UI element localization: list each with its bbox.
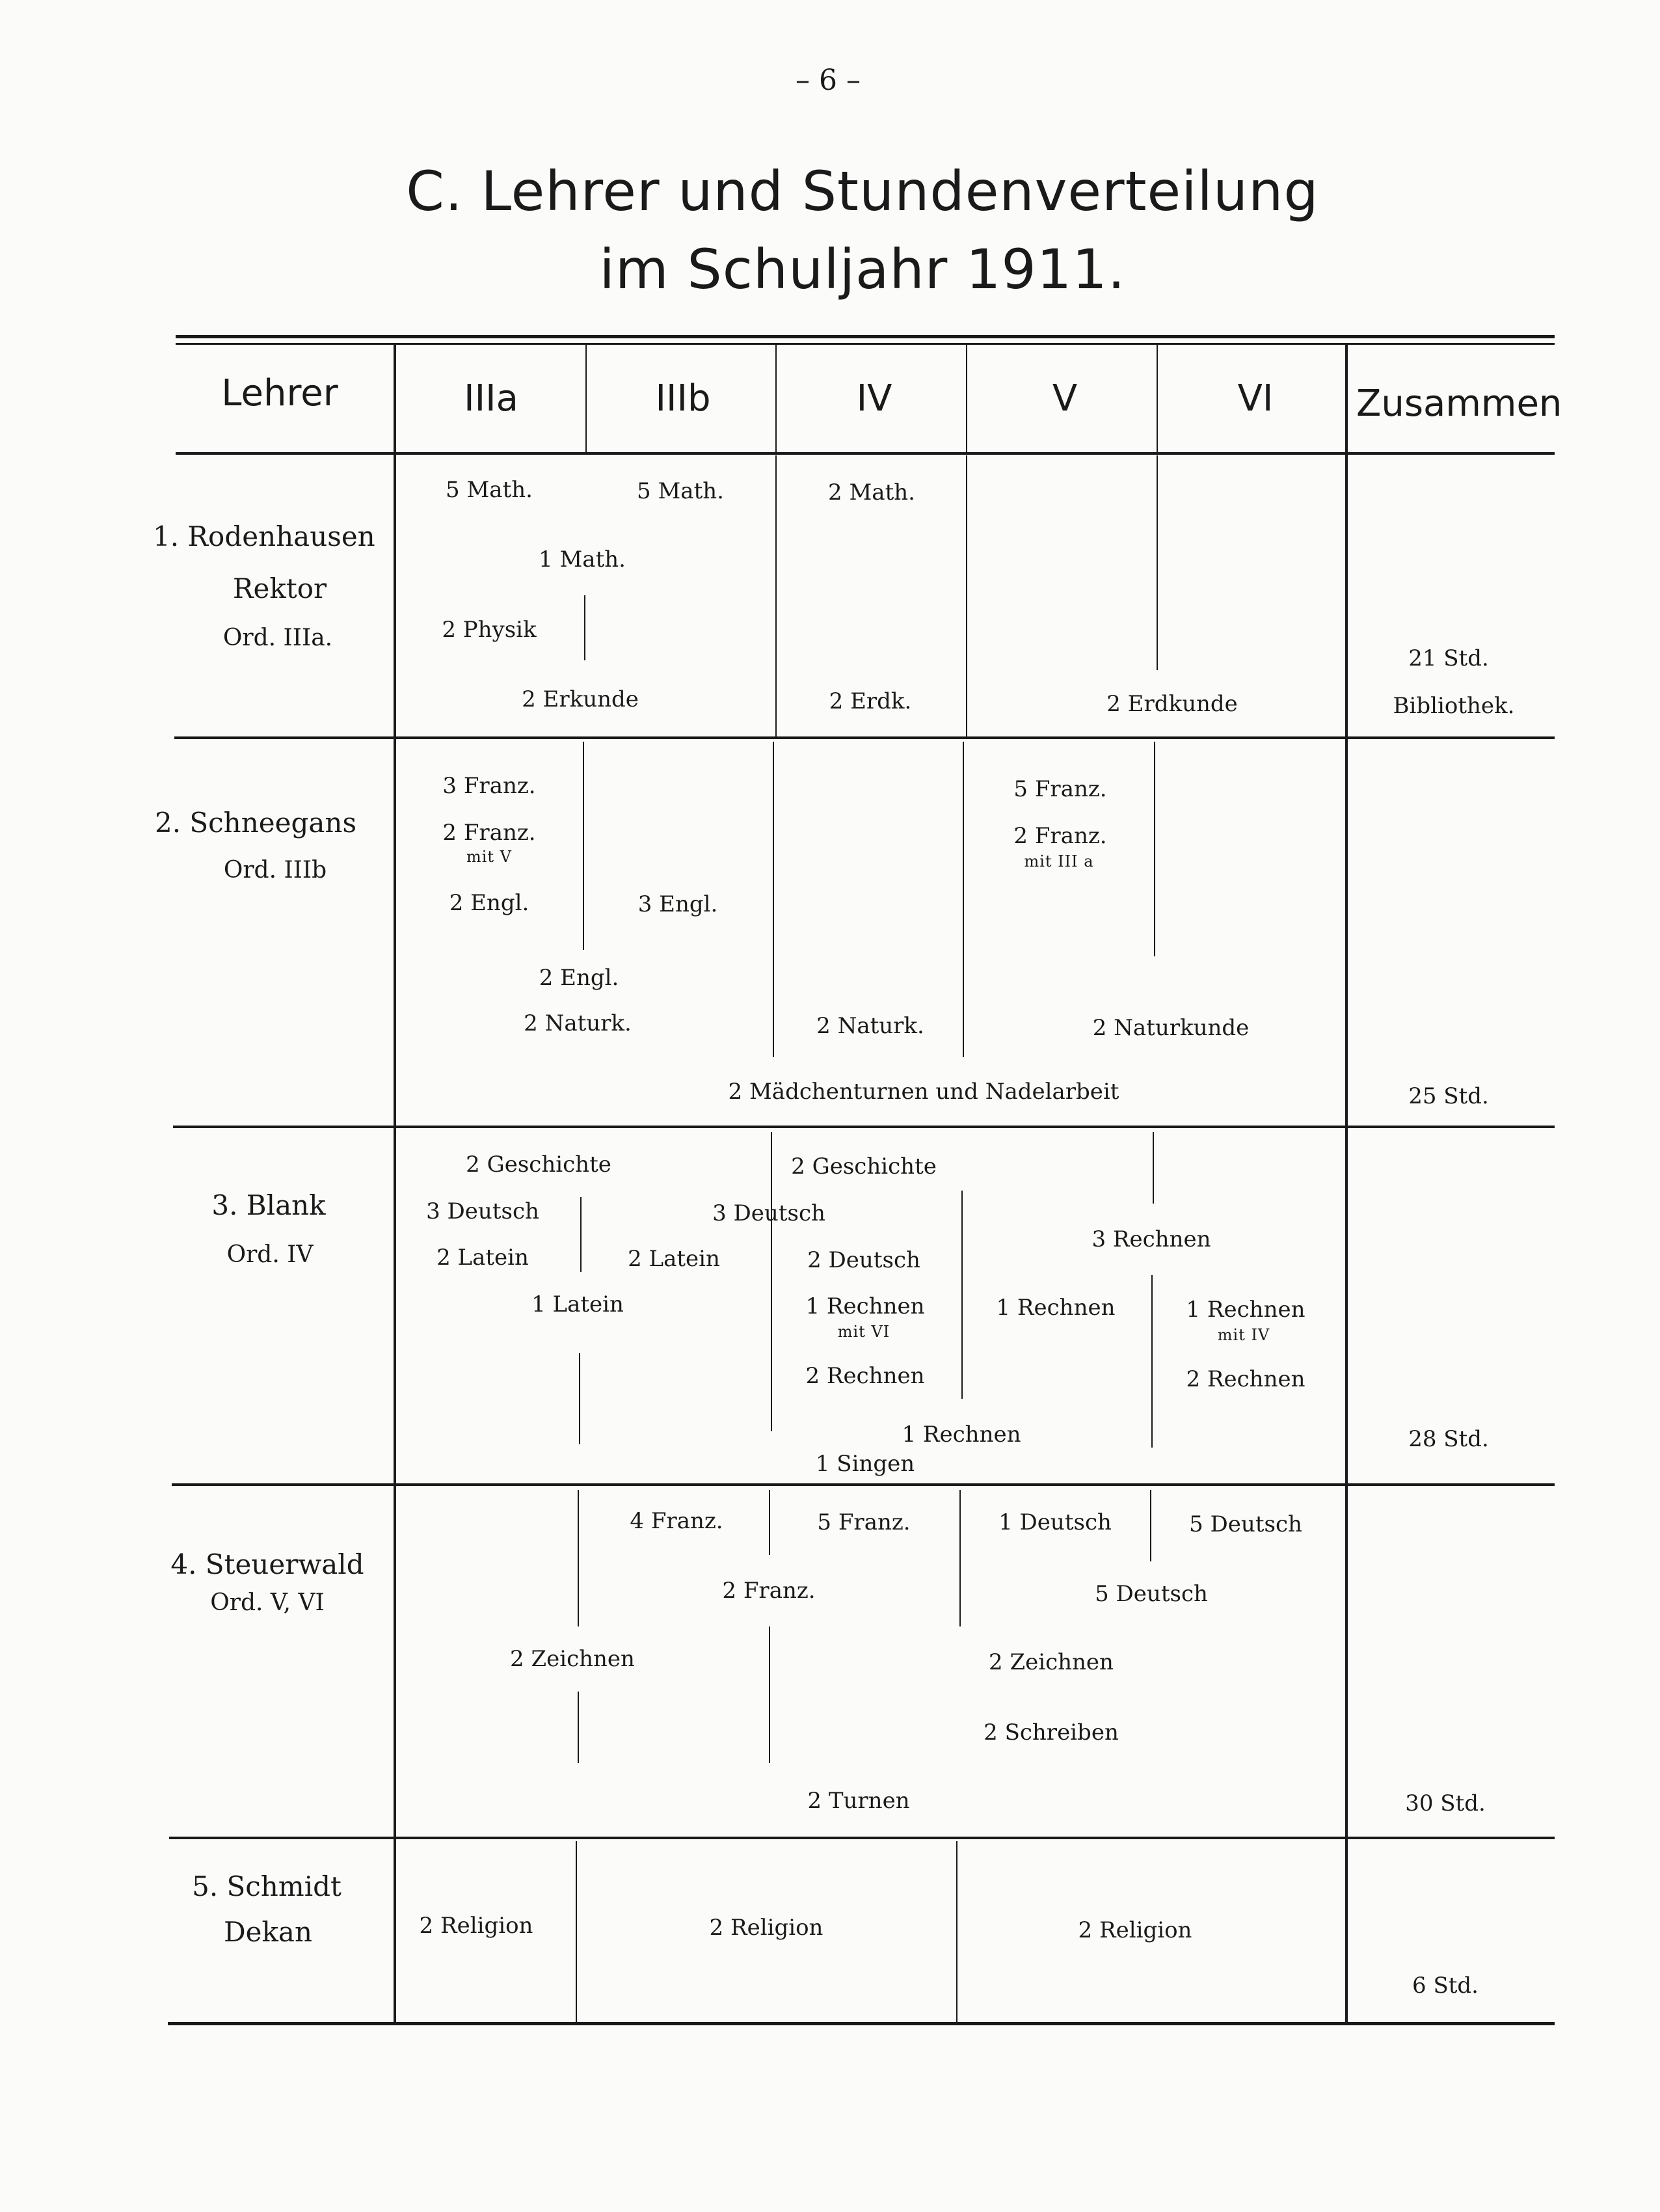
teacher-role: Dekan xyxy=(223,1916,313,1948)
lesson-note: mit VI xyxy=(837,1323,890,1341)
lesson-entry: 5 Franz. xyxy=(1013,776,1107,802)
lesson-entry: 2 Zeichnen xyxy=(510,1646,635,1672)
total-hours: 30 Std. xyxy=(1405,1790,1486,1816)
lesson-entry: 3 Rechnen xyxy=(1091,1226,1211,1252)
total-hours: 25 Std. xyxy=(1408,1083,1489,1109)
col-divider-lehrer xyxy=(394,345,396,2023)
lesson-entry: 2 Latein xyxy=(628,1246,720,1272)
lesson-entry: 5 Franz. xyxy=(817,1509,911,1535)
lesson-entry: 2 Math. xyxy=(828,479,915,506)
lesson-entry: 1 Rechnen xyxy=(902,1422,1021,1448)
lesson-entry: 3 Engl. xyxy=(637,891,718,917)
teacher-role: Rektor xyxy=(232,573,327,604)
r3-sep-e xyxy=(1153,1132,1154,1204)
lesson-entry: 2 Deutsch xyxy=(807,1247,920,1273)
lesson-entry: 1 Rechnen xyxy=(805,1293,925,1319)
page-title-line2: im Schuljahr 1911. xyxy=(599,237,1126,301)
r4-sep-b xyxy=(578,1692,579,1763)
teacher-ord: Ord. V, VI xyxy=(210,1589,325,1616)
teacher-ord: Ord. IIIa. xyxy=(222,625,333,651)
lesson-entry: 2 Naturkunde xyxy=(1092,1015,1250,1041)
lesson-entry: 2 Engl. xyxy=(449,890,529,916)
lesson-entry: 1 Latein xyxy=(531,1291,624,1317)
total-hours: 28 Std. xyxy=(1408,1426,1489,1452)
lesson-entry: 2 Mädchenturnen und Nadelarbeit xyxy=(728,1079,1119,1105)
lesson-entry: 2 Naturk. xyxy=(524,1010,632,1036)
lesson-entry: 2 Physik xyxy=(442,617,537,643)
page-number: – 6 – xyxy=(796,64,861,97)
lesson-entry: 2 Franz. xyxy=(722,1578,816,1604)
lesson-entry: 5 Deutsch xyxy=(1095,1581,1208,1607)
page-title-line1: C. Lehrer und Stundenverteilung xyxy=(406,159,1319,223)
lesson-entry: 2 Franz. xyxy=(1013,823,1107,849)
teacher-ord: Ord. IIIb xyxy=(223,857,327,883)
teacher-name: 1. Rodenhausen xyxy=(153,520,375,552)
lesson-entry: 2 Geschichte xyxy=(466,1152,611,1178)
lesson-note: mit III a xyxy=(1024,852,1094,870)
total-hours: 6 Std. xyxy=(1412,1973,1479,1999)
lesson-entry: 3 Deutsch xyxy=(712,1200,825,1226)
teacher-name: 5. Schmidt xyxy=(192,1870,341,1902)
teacher-name: 4. Steuerwald xyxy=(170,1548,364,1580)
header-iv: IV xyxy=(856,377,892,420)
lesson-entry: 2 Rechnen xyxy=(805,1363,925,1389)
header-zusammen: Zusammen xyxy=(1356,383,1562,425)
lesson-entry: 1 Rechnen xyxy=(1186,1297,1305,1323)
lesson-entry: 2 Engl. xyxy=(539,965,619,991)
header-vi: VI xyxy=(1237,377,1274,420)
header-iiia: IIIa xyxy=(464,377,518,420)
lesson-entry: 2 Zeichnen xyxy=(989,1649,1114,1675)
lesson-entry: 1 Rechnen xyxy=(996,1295,1116,1321)
header-iiib: IIIb xyxy=(655,377,711,420)
lesson-entry: 5 Math. xyxy=(446,477,533,503)
lesson-entry: 3 Deutsch xyxy=(426,1198,539,1224)
lesson-entry: 2 Turnen xyxy=(807,1788,910,1814)
lesson-entry: 2 Geschichte xyxy=(791,1153,937,1180)
top-rule-inner xyxy=(176,343,1555,345)
header-v: V xyxy=(1052,377,1078,420)
r4-sep-d xyxy=(769,1626,770,1763)
lesson-entry: 1 Math. xyxy=(539,546,626,573)
lesson-entry: 1 Singen xyxy=(815,1451,915,1477)
lesson-entry: 2 Erdk. xyxy=(829,688,912,714)
lesson-entry: 4 Franz. xyxy=(630,1508,723,1534)
total-hours: 21 Std. xyxy=(1408,645,1489,671)
lesson-entry: 2 Latein xyxy=(436,1245,529,1271)
lesson-entry: 5 Deutsch xyxy=(1189,1511,1302,1537)
lesson-entry: 2 Franz. xyxy=(442,820,536,846)
lesson-entry: 1 Deutsch xyxy=(998,1509,1112,1535)
header-rule xyxy=(176,452,1555,455)
lesson-entry: 2 Rechnen xyxy=(1186,1366,1305,1392)
teacher-ord: Ord. IV xyxy=(226,1241,314,1268)
lesson-entry: 2 Erdkunde xyxy=(1106,691,1238,717)
lesson-entry: 2 Religion xyxy=(419,1913,533,1939)
teacher-name: 3. Blank xyxy=(211,1189,326,1221)
lesson-entry: 3 Franz. xyxy=(442,773,536,799)
col-divider-zusammen xyxy=(1345,345,1348,2023)
r5-sep-b xyxy=(956,1841,957,2022)
lesson-entry: 2 Religion xyxy=(1078,1917,1192,1943)
teacher-name: 2. Schneegans xyxy=(154,807,357,839)
r1-sep-c xyxy=(1157,455,1158,670)
top-rule xyxy=(176,335,1555,338)
lesson-entry: 2 Naturk. xyxy=(816,1013,924,1039)
lesson-note: mit V xyxy=(466,848,513,866)
lesson-entry: 2 Erkunde xyxy=(522,686,639,712)
header-lehrer: Lehrer xyxy=(221,372,338,414)
lesson-entry: 5 Math. xyxy=(637,478,724,504)
lesson-entry: 2 Religion xyxy=(709,1915,823,1941)
lesson-entry: 2 Schreiben xyxy=(984,1720,1119,1746)
r2-sep-d xyxy=(1154,742,1155,956)
r3-sep-b xyxy=(579,1353,580,1444)
lesson-note: mit IV xyxy=(1217,1326,1270,1344)
total-note: Bibliothek. xyxy=(1393,693,1515,719)
